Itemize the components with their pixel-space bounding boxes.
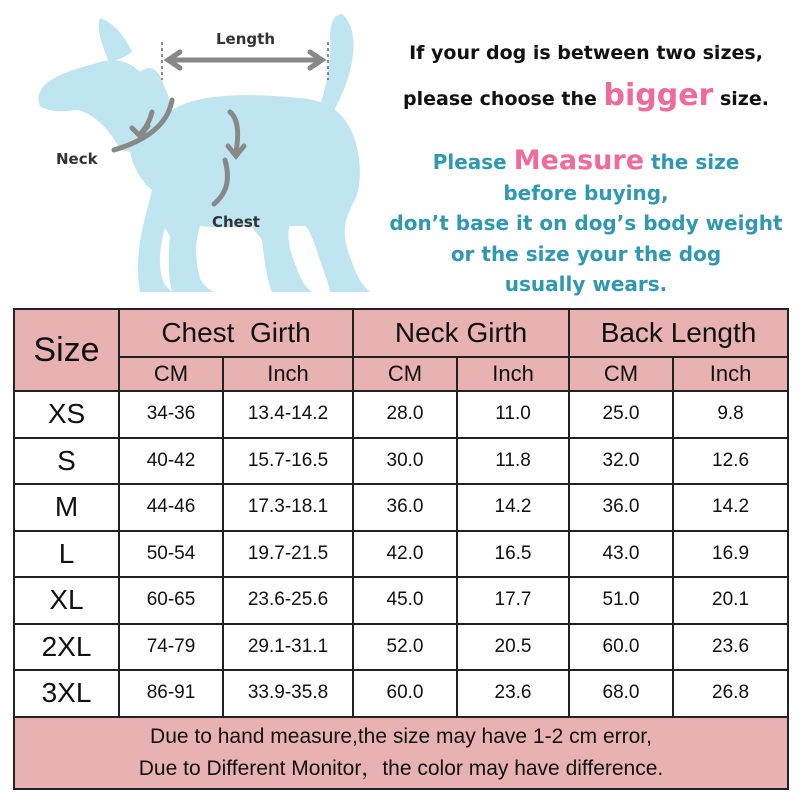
size-tip-highlight: bigger <box>603 78 714 113</box>
size-tip-line2 <box>386 78 786 113</box>
measurement-cell: 36.0 <box>353 484 457 531</box>
size-cell: XS <box>14 391 119 438</box>
size-cell: 2XL <box>14 624 119 671</box>
unit-header: CM <box>353 357 457 391</box>
measurement-cell: 20.5 <box>457 624 569 671</box>
measurement-cell: 74-79 <box>119 624 223 671</box>
measurement-cell: 40-42 <box>119 438 223 485</box>
measurement-cell: 23.6-25.6 <box>223 577 353 624</box>
measurement-cell: 60-65 <box>119 577 223 624</box>
size-cell: M <box>14 484 119 531</box>
footer-note <box>14 717 788 789</box>
measurement-cell: 33.9-35.8 <box>223 670 353 717</box>
measurement-cell: 19.7-21.5 <box>223 531 353 578</box>
table-row <box>14 391 788 438</box>
size-header: Size <box>14 309 119 391</box>
table-row <box>14 438 788 485</box>
table-row <box>14 531 788 578</box>
measurement-cell: 86-91 <box>119 670 223 717</box>
size-chart-table <box>13 308 789 790</box>
measurement-cell: 36.0 <box>569 484 673 531</box>
measurement-cell: 17.3-18.1 <box>223 484 353 531</box>
chest-girth-header: Chest Girth <box>119 309 353 357</box>
length-arrow <box>168 52 322 68</box>
measurement-cell: 9.8 <box>673 391 788 438</box>
measure-tip-highlight: Measure <box>513 145 645 176</box>
neck-label: Neck <box>56 150 98 168</box>
measurement-cell: 52.0 <box>353 624 457 671</box>
measurement-cell: 16.9 <box>673 531 788 578</box>
measurement-cell: 12.6 <box>673 438 788 485</box>
unit-header: Inch <box>673 357 788 391</box>
measurement-cell: 29.1-31.1 <box>223 624 353 671</box>
measurement-cell: 23.6 <box>673 624 788 671</box>
measurement-cell: 51.0 <box>569 577 673 624</box>
size-tip-before: please choose the <box>403 88 597 110</box>
table-row <box>14 670 788 717</box>
measurement-cell: 14.2 <box>457 484 569 531</box>
back-length-header: Back Length <box>569 309 788 357</box>
measurement-cell: 11.8 <box>457 438 569 485</box>
measure-tip-after: the size <box>651 150 740 174</box>
unit-header: CM <box>569 357 673 391</box>
length-label: Length <box>216 30 275 48</box>
measurement-cell: 43.0 <box>569 531 673 578</box>
unit-header: Inch <box>223 357 353 391</box>
measurement-cell: 17.7 <box>457 577 569 624</box>
measurement-cell: 13.4-14.2 <box>223 391 353 438</box>
measure-tip-line1 <box>386 145 786 176</box>
measurement-cell: 16.5 <box>457 531 569 578</box>
measurement-cell: 25.0 <box>569 391 673 438</box>
measurement-cell: 26.8 <box>673 670 788 717</box>
chest-label: Chest <box>212 213 260 231</box>
measurement-cell: 28.0 <box>353 391 457 438</box>
size-cell: XL <box>14 577 119 624</box>
measurement-cell: 44-46 <box>119 484 223 531</box>
neck-girth-header: Neck Girth <box>353 309 569 357</box>
unit-header: Inch <box>457 357 569 391</box>
measurement-cell: 60.0 <box>353 670 457 717</box>
measure-tip-line4: or the size your the dog <box>450 242 722 266</box>
measure-tip-line3: don’t base it on dog’s body weight <box>389 211 783 235</box>
footer-note-line2: Due to Different Monitor，the color may have difference. <box>138 756 664 780</box>
measurement-cell: 23.6 <box>457 670 569 717</box>
measure-tip-line5: usually wears. <box>504 272 668 296</box>
measurement-cell: 11.0 <box>457 391 569 438</box>
size-tip-after: size. <box>719 88 769 110</box>
table-row <box>14 484 788 531</box>
header-area <box>0 0 800 305</box>
size-tip-line1: If your dog is between two sizes, <box>409 42 763 64</box>
measurement-cell: 60.0 <box>569 624 673 671</box>
unit-header: CM <box>119 357 223 391</box>
footer-note-line1: Due to hand measure,the size may have 1-2 cm error, <box>150 724 652 748</box>
measurement-cell: 14.2 <box>673 484 788 531</box>
measurement-cell: 34-36 <box>119 391 223 438</box>
measurement-cell: 50-54 <box>119 531 223 578</box>
measurement-cell: 30.0 <box>353 438 457 485</box>
size-cell: S <box>14 438 119 485</box>
measurement-cell: 20.1 <box>673 577 788 624</box>
table-row <box>14 624 788 671</box>
measurement-cell: 15.7-16.5 <box>223 438 353 485</box>
table-row <box>14 577 788 624</box>
measure-tip-line2: before buying, <box>503 181 669 205</box>
measurement-cell: 42.0 <box>353 531 457 578</box>
size-cell: 3XL <box>14 670 119 717</box>
size-cell: L <box>14 531 119 578</box>
measurement-cell: 45.0 <box>353 577 457 624</box>
measurement-cell: 68.0 <box>569 670 673 717</box>
measurement-cell: 32.0 <box>569 438 673 485</box>
measure-tip-before: Please <box>432 150 507 174</box>
